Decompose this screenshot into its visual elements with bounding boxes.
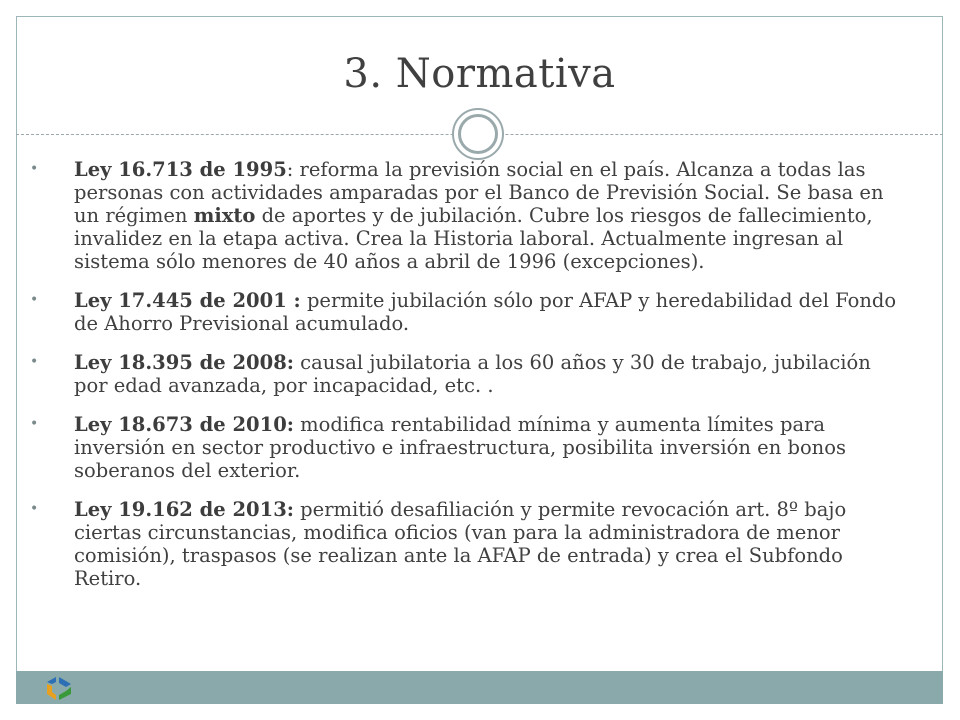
law-title: Ley 18.673 de 2010: (74, 413, 294, 436)
bullet-icon: • (30, 416, 39, 432)
law-text: : reforma la previsión social en el país. Alcanza a todas las personas con actividades amparadas por el Banco de Previsión Social. Se basa en un régimen (74, 158, 884, 227)
law-text: de aportes y de jubilación. Cubre los riesgos de fallecimiento, invalidez en la etapa activa. Crea la Historia laboral. Actualmente ingresan al sistema sólo menores de 40 años a abril de 1996 (excepciones). (74, 204, 873, 273)
bullet-icon: • (30, 292, 39, 308)
law-title: Ley 16.713 de 1995 (74, 158, 287, 181)
list-item-ley-17445 (30, 289, 910, 335)
list-item-ley-18395 (30, 351, 910, 397)
law-list (30, 158, 910, 590)
bullet-icon: • (30, 161, 39, 177)
law-emphasis: mixto (193, 204, 256, 227)
footer-bar (16, 671, 943, 704)
list-item-ley-18673 (30, 413, 910, 482)
law-text: permitió desafiliación y permite revocación art. 8º bajo ciertas circunstancias, modifica oficios (van para la administradora de menor comisión), traspasos (se realizan ante la AFAP de entrada) y crea el Subfondo Retiro. (74, 498, 847, 590)
law-title: Ley 19.162 de 2013: (74, 498, 294, 521)
logo-icon (44, 675, 74, 701)
law-text: permite jubilación sólo por AFAP y heredabilidad del Fondo de Ahorro Previsional acumulado. (74, 289, 897, 335)
law-text: modifica rentabilidad mínima y aumenta límites para inversión en sector productivo e infraestructura, posibilita inversión en bonos soberanos del exterior. (74, 413, 846, 482)
list-item-ley-19162 (30, 498, 910, 590)
bullet-icon: • (30, 354, 39, 370)
law-title: Ley 17.445 de 2001 : (74, 289, 301, 312)
slide-title: 3. Normativa (343, 51, 616, 97)
bullet-icon: • (30, 501, 39, 517)
slide-content (30, 158, 910, 606)
list-item-ley-16713 (30, 158, 910, 273)
ring-icon (452, 108, 504, 160)
law-text: causal jubilatoria a los 60 años y 30 de trabajo, jubilación por edad avanzada, por incapacidad, etc. . (74, 351, 871, 397)
law-title: Ley 18.395 de 2008: (74, 351, 294, 374)
